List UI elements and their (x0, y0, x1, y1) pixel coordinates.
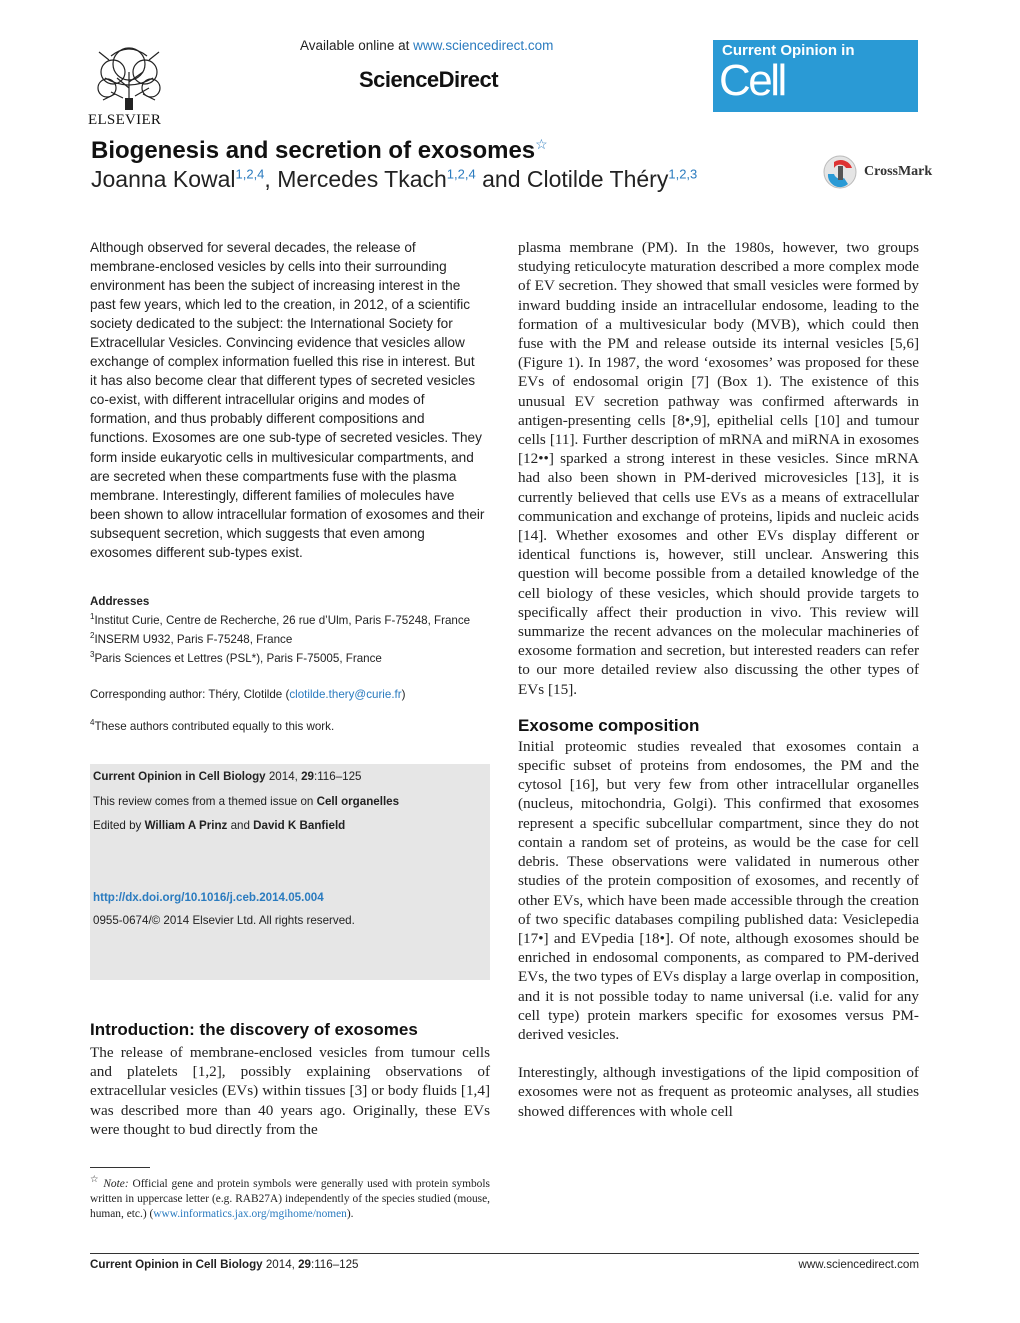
title-star-icon: ☆ (535, 136, 548, 152)
footer-rule (90, 1253, 919, 1254)
elsevier-logo (89, 42, 169, 130)
author-affil[interactable]: 1,2,3 (668, 166, 698, 182)
title-text: Biogenesis and secretion of exosomes (91, 137, 536, 164)
sciencedirect-link[interactable]: www.sciencedirect.com (413, 38, 554, 53)
author-name[interactable]: Clotilde Théry (526, 166, 669, 192)
addresses (90, 594, 485, 666)
composition-heading: Exosome composition (518, 715, 700, 735)
available-prefix: Available online at (300, 38, 414, 53)
equal-contribution-note: $^4$These authors contributed equally to this work. (90, 718, 335, 733)
doi-line (93, 891, 324, 904)
article-info-box (90, 764, 490, 980)
author-sep: and (475, 166, 527, 192)
crossmark-label: CrossMark (864, 164, 933, 179)
crossmark-badge[interactable] (822, 154, 933, 190)
author-affil[interactable]: 1,2,4 (446, 166, 476, 182)
author-name[interactable]: Mercedes Tkach (277, 166, 447, 192)
composition-paragraph-2: Interestingly, although investigations of the lipid composition of exosomes were not as frequent as proteomic analyses, all studies showed differences with whole cell (518, 1064, 919, 1120)
composition-paragraph: Initial proteomic studies revealed that exosomes contain a specific subset of proteins from endosomes, the PM and the cytosol [16], but very few from other intracellular organelles (nucleus, mitochondria, Golgi). This confirmed that exosomes represent a specific subcellular compartment, since they do not contain a random set of proteins, as would be the case for cell debris. These observations were validated in numerous other studies of the protein composition of exosomes, and recently of other EVs, which have been made accessible through the creation of two specific databases compiling published data: Vesiclepedia [17•] and EVpedia [18•]. Of note, although exosomes should be enriched in endosomal components, as compared to PM-derived EVs, the two types of EVs display a large overlap in composition, and it is not possible today to name universal (i.e. valid for any cell type) protein markers specific for exosomes versus PM-derived vesicles. (518, 737, 919, 1043)
email-link[interactable]: clotilde.thery@curie.fr (289, 688, 402, 701)
address-item: $^2$INSERM U932, Paris F-75248, France (90, 630, 293, 646)
address-item: $^3$Paris Sciences et Lettres (PSL*), Paris F-75005, France (90, 649, 382, 665)
intro-text-left: The release of membrane-enclosed vesicles from tumour cells and platelets [1,2], possibly explaining observations of extracellular vesicles (EVs) within tissues [3] or body fluids [1,4] was described more than 40 years ago. Originally, these EVs were thought to bud directly from the (90, 1044, 490, 1138)
footer-site[interactable]: www.sciencedirect.com (798, 1258, 919, 1271)
nomenclature-link[interactable]: www.informatics.jax.org/mgihome/nomen (153, 1207, 347, 1220)
journal-logo (713, 40, 918, 155)
intro-text-right: plasma membrane (PM). In the 1980s, however, two groups studying reticulocyte maturation described a more complex mode of EV secretion. They showed that small vesicles were formed by inward budding inside an intracellular endosome, leading to the formation of a multivesicular body (MVB), which could then fuse with the PM and release outside its internal vesicles [5,6] (Figure 1). In 1987, the word ‘exosomes’ was proposed for these EVs of endosomal origin [7] (Box 1). The existence of this unusual EV secretion pathway was confirmed afterwards in antigen-presenting cells [8•,9], epithelial cells [10] and tumour cells [11]. Further description of mRNA and miRNA in exosomes [12••] sparked a strong interest in these vesicles. Since mRNA had also been shown in PM-derived microvesicles [13], it is currently believed that cells use EVs as a means of extracellular communication and exchange of proteins, lipids and nucleic acids [14]. Whether exosomes and other EVs display different or identical functions is, however, still unclear. Answering this question will become possible from a detailed knowledge of the cell biology of these vesicles, which should provide targets to specifically affect their production in vivo. This review will summarize the recent advances on the molecular machineries of exosome formation and secretion, but interested readers can refer to our more detailed review also discussing the other types of EVs [15]. (518, 239, 919, 698)
theme-line: This review comes from a themed issue on Cell organelles (93, 795, 400, 808)
crossmark-icon (822, 154, 860, 190)
copyright-line: 0955-0674/© 2014 Elsevier Ltd. All rights reserved. (93, 914, 355, 927)
theme-link[interactable]: Cell organelles (316, 795, 400, 808)
abstract: Although observed for several decades, the release of membrane-enclosed vesicles by cells into their surrounding environment has been the subject of increasing interest in the past few years, which led to the creation, in 2012, of a scientific society dedicated to the subject: the International Society for Extracellular Vesicles. Convincing evidence that vesicles allow exchange of complex information fuelled this rise in interest. But it has also become clear that different types of secreted vesicles co-exist, with different intracellular origins and modes of formation, and thus probably different compositions and functions. Exosomes are one sub-type of secreted vesicles. They form inside eukaryotic cells in multivesicular compartments, and are secreted when these compartments fuse with the plasma membrane. Interestingly, different families of molecules have been shown to allow intracellular formation of exosomes and their subsequent secretion, which suggests that even among exosomes different sub-types exist. (90, 240, 485, 560)
right-column (518, 238, 919, 1121)
publisher-name: ELSEVIER (88, 112, 162, 128)
corresponding-author: Corresponding author: Théry, Clotilde (clotilde.thery@curie.fr) (90, 688, 406, 701)
address-item: $^1$Institut Curie, Centre de Recherche, 26 rue d’Ulm, Paris F-75248, France (90, 612, 471, 627)
editor[interactable]: David K Banfield (253, 819, 346, 832)
author-list (91, 166, 697, 193)
footnote-star-icon: ☆ (90, 1175, 100, 1185)
sciencedirect-wordmark: ScienceDirect (359, 67, 499, 92)
article-title (91, 136, 548, 165)
editor[interactable]: William A Prinz (144, 819, 228, 832)
footnote-rule (90, 1167, 150, 1168)
journal-logo-title: Cell Biology (719, 56, 846, 155)
footnote: ☆ Note: Official gene and protein symbols were generally used with protein symbols written in uppercase letter (e.g. RAB27A) independently of the species studied (mouse, human, etc.) (www.informatics.jax.org/mgihome/nomen). (90, 1175, 490, 1220)
journal-logo-top: Current Opinion in (722, 42, 855, 59)
doi-link[interactable]: http://dx.doi.org/10.1016/j.ceb.2014.05.004 (93, 891, 324, 904)
editors-line: Edited by William A Prinz and David K Banfield (93, 819, 346, 832)
footer-citation: Current Opinion in Cell Biology 2014, 29:116–125 (90, 1258, 359, 1271)
author-affil[interactable]: 1,2,4 (235, 166, 265, 182)
addresses-heading: Addresses (90, 595, 150, 608)
citation-line: Current Opinion in Cell Biology 2014, 29:116–125 (93, 770, 362, 783)
available-online (300, 38, 553, 53)
author-sep: , (264, 166, 278, 192)
intro-heading: Introduction: the discovery of exosomes (90, 1020, 418, 1039)
author-name[interactable]: Joanna Kowal (91, 166, 236, 192)
